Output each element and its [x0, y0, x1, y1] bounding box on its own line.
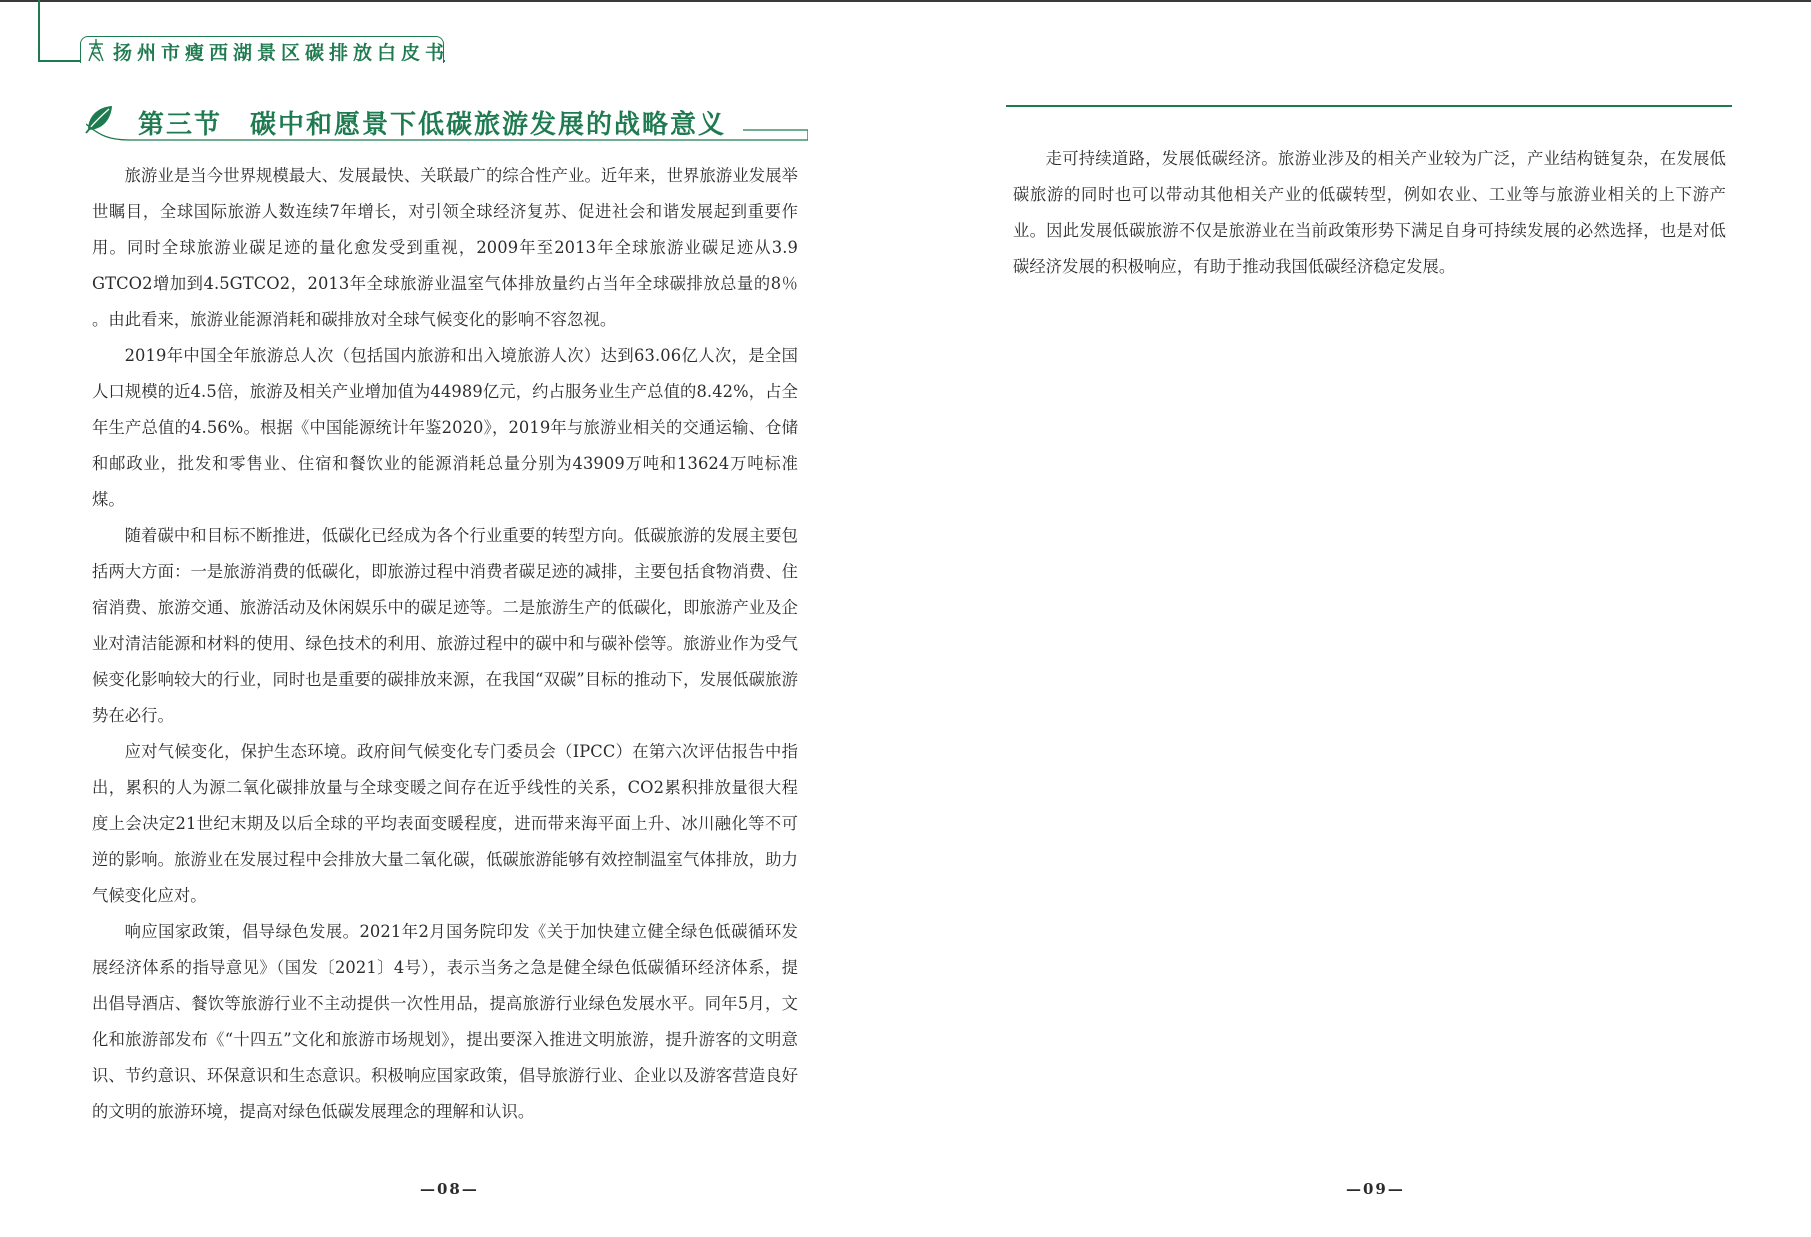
section-title: 第三节 碳中和愿景下低碳旅游发展的战略意义 — [138, 110, 727, 140]
right-page-top-rule — [1006, 105, 1732, 107]
section-title-underline — [86, 122, 808, 144]
body-paragraph: 2019年中国全年旅游总人次（包括国内旅游和出入境旅游人次）达到63.06亿人次，是全国人口规模的近4.5倍，旅游及相关产业增加值为44989亿元，约占服务业生产总值的8.42%，占全年生产总值的4.56%。根据《中国能源统计年鉴2020》，2019年与旅游业相关的交通运输、仓储和邮政业，批发和零售业、住宿和餐饮业的能源消耗总量分别为43909万吨和13624万吨标准煤。 — [92, 346, 798, 509]
body-paragraph: 应对气候变化，保护生态环境。政府间气候变化专门委员会（IPCC）在第六次评估报告中指出，累积的人为源二氧化碳排放量与全球变暖之间存在近乎线性的关系，CO2累积排放量很大程度上会决定21世纪末期及以后全球的平均表面变暖程度，进而带来海平面上升、冰川融化等不可逆的影响。旅游业在发展过程中会排放大量二氧化碳，低碳旅游能够有效控制温室气体排放，助力气候变化应对。 — [92, 742, 798, 905]
body-paragraph: 响应国家政策，倡导绿色发展。2021年2月国务院印发《关于加快建立健全绿色低碳循环发展经济体系的指导意见》（国发〔2021〕4号），表示当务之急是健全绿色低碳循环经济体系，提出倡导酒店、餐饮等旅游行业不主动提供一次性用品，提高旅游行业绿色发展水平。同年5月，文化和旅游部发布《“十四五”文化和旅游市场规划》，提出要深入推进文明旅游，提升游客的文明意识、节约意识、环保意识和生态意识。积极响应国家政策，倡导旅游行业、企业以及游客营造良好的文明的旅游环境，提高对绿色低碳发展理念的理解和认识。 — [92, 922, 798, 1121]
tower-logo-icon — [86, 38, 106, 62]
right-page-body — [1013, 141, 1726, 285]
running-header-title: 扬州市瘦西湖景区碳排放白皮书 — [113, 42, 450, 64]
left-page-body — [92, 158, 798, 1130]
body-paragraph: 旅游业是当今世界规模最大、发展最快、关联最广的综合性产业。近年来，世界旅游业发展举世瞩目，全球国际旅游人数连续7年增长，对引领全球经济复苏、促进社会和谐发展起到重要作用。同时全球旅游业碳足迹的量化愈发受到重视，2009年至2013年全球旅游业碳足迹从3.9 GTCO2增加到4.5GTCO2，2013年全球旅游业温室气体排放量约占当年全球碳排放总量的8％ 。由此看来，旅游业能源消耗和碳排放对全球气候变化的影响不容忽视。 — [92, 166, 798, 329]
body-paragraph: 随着碳中和目标不断推进，低碳化已经成为各个行业重要的转型方向。低碳旅游的发展主要包括两大方面：一是旅游消费的低碳化，即旅游过程中消费者碳足迹的减排，主要包括食物消费、住宿消费、旅游交通、旅游活动及休闲娱乐中的碳足迹等。二是旅游生产的低碳化，即旅游产业及企业对清洁能源和材料的使用、绿色技术的利用、旅游过程中的碳中和与碳补偿等。旅游业作为受气候变化影响较大的行业，同时也是重要的碳排放来源，在我国“双碳”目标的推动下，发展低碳旅游势在必行。 — [92, 526, 798, 725]
page-number-right: —09— — [1346, 1180, 1405, 1198]
page-number-left: —08— — [420, 1180, 479, 1198]
body-paragraph: 走可持续道路，发展低碳经济。旅游业涉及的相关产业较为广泛，产业结构链复杂，在发展低碳旅游的同时也可以带动其他相关产业的低碳转型，例如农业、工业等与旅游业相关的上下游产业。因此发展低碳旅游不仅是旅游业在当前政策形势下满足自身可持续发展的必然选择，也是对低碳经济发展的积极响应，有助于推动我国低碳经济稳定发展。 — [1013, 149, 1726, 276]
